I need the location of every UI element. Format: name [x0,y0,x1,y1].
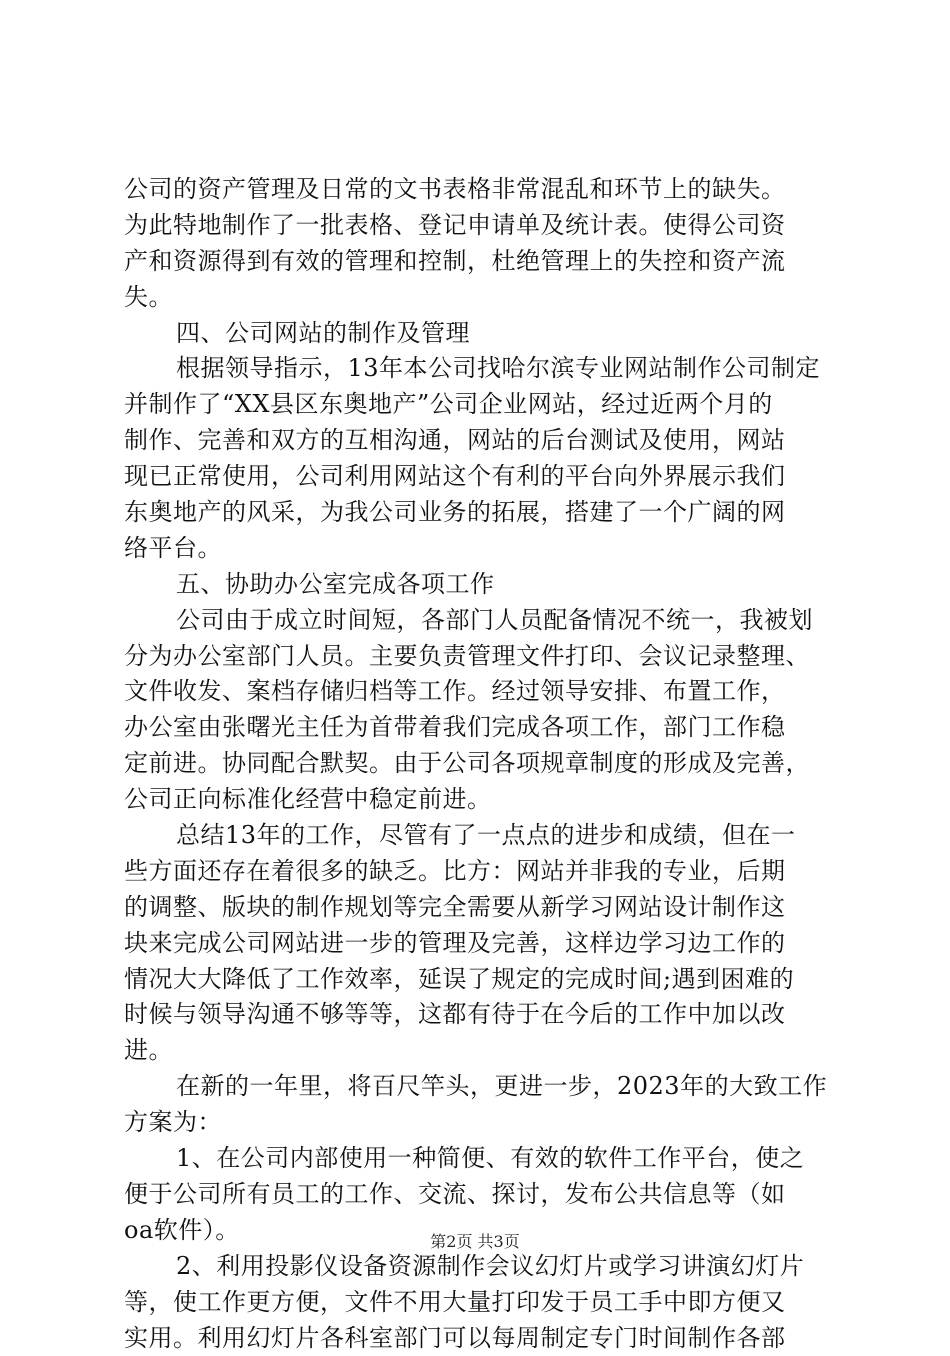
text-line: 根据领导指示，13年本公司找哈尔滨专业网站制作公司制定 [124,351,836,387]
section-heading: 四、公司网站的制作及管理 [124,316,836,352]
text-line: 并制作了“XX县区东奥地产”公司企业网站，经过近两个月的 [124,387,836,423]
text-line: 的调整、版块的制作规划等完全需要从新学习网站设计制作这 [124,890,836,926]
text-line: 方案为： [124,1105,836,1141]
text-line: 东奥地产的风采，为我公司业务的拓展，搭建了一个广阔的网 [124,495,836,531]
list-item: 2、利用投影仪设备资源制作会议幻灯片或学习讲演幻灯片 [124,1249,836,1285]
text-line: 便于公司所有员工的工作、交流、探讨，发布公共信息等（如 [124,1177,836,1213]
text-line: 公司正向标准化经营中稳定前进。 [124,782,836,818]
text-line: 在新的一年里，将百尺竿头，更进一步，2023年的大致工作 [124,1069,836,1105]
text-line: 失。 [124,280,836,316]
page-number-footer: 第2页 共3页 [0,1230,950,1254]
text-line: 公司的资产管理及日常的文书表格非常混乱和环节上的缺失。 [124,172,836,208]
text-line: 总结13年的工作，尽管有了一点点的进步和成绩，但在一 [124,818,836,854]
text-line: 络平台。 [124,531,836,567]
text-line: 文件收发、案档存储归档等工作。经过领导安排、布置工作， [124,674,836,710]
text-line: 块来完成公司网站进一步的管理及完善，这样边学习边工作的 [124,926,836,962]
text-line: 为此特地制作了一批表格、登记申请单及统计表。使得公司资 [124,208,836,244]
document-body [124,172,836,1356]
text-line: 公司由于成立时间短，各部门人员配备情况不统一，我被划 [124,603,836,639]
text-line: 等，使工作更方便，文件不用大量打印发于员工手中即方便又 [124,1285,836,1321]
text-line: 办公室由张曙光主任为首带着我们完成各项工作，部门工作稳 [124,710,836,746]
text-line: 进。 [124,1033,836,1069]
text-line: 产和资源得到有效的管理和控制，杜绝管理上的失控和资产流 [124,244,836,280]
text-line: 分为办公室部门人员。主要负责管理文件打印、会议记录整理、 [124,639,836,675]
text-line: oa软件）。 [124,1213,836,1249]
text-line: 定前进。协同配合默契。由于公司各项规章制度的形成及完善， [124,746,836,782]
list-item: 1、在公司内部使用一种简便、有效的软件工作平台，使之 [124,1141,836,1177]
text-line: 些方面还存在着很多的缺乏。比方：网站并非我的专业，后期 [124,854,836,890]
text-line: 情况大大降低了工作效率，延误了规定的完成时间;遇到困难的 [124,962,836,998]
text-line: 制作、完善和双方的互相沟通，网站的后台测试及使用，网站 [124,423,836,459]
section-heading: 五、协助办公室完成各项工作 [124,567,836,603]
text-line: 现已正常使用，公司利用网站这个有利的平台向外界展示我们 [124,459,836,495]
text-line: 时候与领导沟通不够等等，这都有待于在今后的工作中加以改 [124,997,836,1033]
text-line: 实用。利用幻灯片各科室部门可以每周制定专门时间制作各部 [124,1321,836,1356]
